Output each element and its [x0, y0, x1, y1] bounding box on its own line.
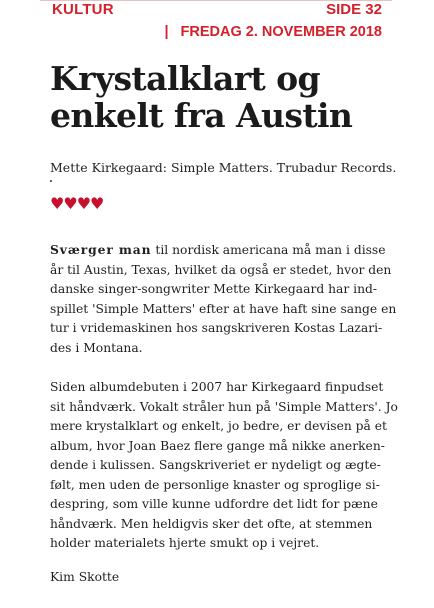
stray-dot [50, 180, 52, 182]
page-header [40, 0, 392, 44]
heart-icon: ♥ [50, 194, 64, 213]
paragraph-line: album, hvor Joan Baez flere gange må nikke anerken- [50, 438, 385, 453]
byline: Kim Skotte [50, 570, 120, 584]
paragraph-line: despring, som ville kunne udfordre det lidt for pæne [50, 497, 378, 511]
rating [50, 195, 103, 213]
paragraph-line: holder materialets hjerte smukt op i vejret. [50, 536, 320, 550]
paragraph-line: håndværk. Men heldigvis sker det ofte, at stemmen [50, 516, 373, 531]
heart-icon: ♥ [76, 194, 91, 213]
paragraph-line: Siden albumdebuten i 2007 har Kirkegaard finpudset [50, 380, 384, 394]
paragraph-line: sit håndværk. Vokalt stråler hun på 'Simple Matters'. Jo [50, 399, 398, 414]
date-line [164, 24, 382, 40]
paragraph-line: år til Austin, Texas, hvilket da også er stedet, hvor den [50, 262, 392, 277]
heart-icon: ♥ [90, 194, 104, 213]
paragraph-line: danske singer-songwriter Mette Kirkegaard har ind- [50, 282, 378, 296]
heart-icon: ♥ [63, 194, 77, 213]
paragraph-line [50, 240, 386, 261]
section-name: KULTUR [52, 1, 114, 18]
date-separator: | [164, 24, 169, 40]
page-number: SIDE 32 [326, 1, 382, 18]
article-headline: Krystalklart og enkelt fra Austin [50, 59, 353, 135]
paragraph-line: dende i kulissen. Sangskriveriet er nydeligt og ægte- [50, 458, 381, 472]
paragraph-line-text: til nordisk americana må man i disse [151, 243, 386, 257]
release-info: Mette Kirkegaard: Simple Matters. Trubadur Records. [50, 160, 397, 175]
paragraph-line: des i Montana. [50, 340, 143, 355]
paragraph-line: tur i vridemaskinen hos sangskriveren Kostas Lazari- [50, 321, 383, 335]
paragraph-line: følt, men uden de personlige knaster og sproglige si- [50, 477, 380, 492]
article-paragraph-2 [50, 378, 398, 554]
paragraph-line: spillet 'Simple Matters' efter at have haft sine sange en [50, 301, 397, 316]
publication-date: FREDAG 2. NOVEMBER 2018 [180, 24, 382, 40]
lead-in: Sværger man [50, 242, 152, 257]
paragraph-line: mere krystalklart og enkelt, jo bedre, er devisen på et [50, 419, 387, 433]
article-paragraph-1 [50, 240, 397, 358]
